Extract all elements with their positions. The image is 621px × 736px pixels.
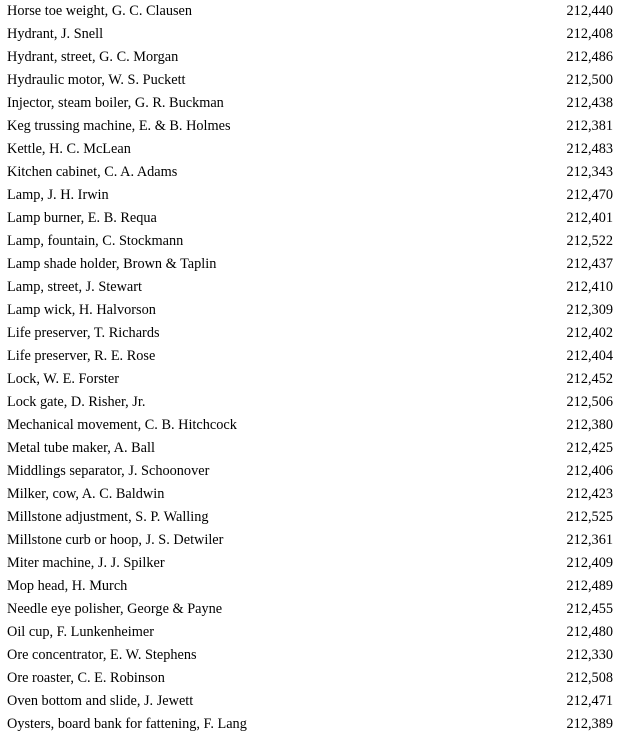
patent-number: 212,309 xyxy=(566,302,613,318)
patent-number: 212,381 xyxy=(566,118,613,134)
entry-name: Lamp, fountain, C. Stockmann xyxy=(7,233,184,249)
patent-number: 212,525 xyxy=(566,509,613,525)
entry-name: Oil cup, F. Lunkenheimer xyxy=(7,624,154,640)
list-item xyxy=(0,69,621,92)
entry-name: Ore roaster, C. E. Robinson xyxy=(7,670,165,686)
patent-number: 212,452 xyxy=(566,371,613,387)
list-item xyxy=(0,299,621,322)
entry-name: Oysters, board bank for fattening, F. Lang xyxy=(7,716,247,732)
list-item xyxy=(0,368,621,391)
list-item xyxy=(0,667,621,690)
list-item xyxy=(0,644,621,667)
patent-number: 212,483 xyxy=(566,141,613,157)
entry-name: Mechanical movement, C. B. Hitchcock xyxy=(7,417,237,433)
entry-name: Lamp, street, J. Stewart xyxy=(7,279,142,295)
patent-number: 212,409 xyxy=(566,555,613,571)
entry-name: Hydrant, street, G. C. Morgan xyxy=(7,49,179,65)
list-item xyxy=(0,506,621,529)
patent-number: 212,401 xyxy=(566,210,613,226)
patent-number: 212,410 xyxy=(566,279,613,295)
entry-name: Miter machine, J. J. Spilker xyxy=(7,555,165,571)
patent-number: 212,404 xyxy=(566,348,613,364)
list-item xyxy=(0,138,621,161)
entry-name: Hydrant, J. Snell xyxy=(7,26,104,42)
list-item xyxy=(0,92,621,115)
entry-name: Middlings separator, J. Schoonover xyxy=(7,463,210,479)
list-item xyxy=(0,46,621,69)
list-item xyxy=(0,460,621,483)
patent-number: 212,361 xyxy=(566,532,613,548)
list-item xyxy=(0,115,621,138)
entry-name: Lamp, J. H. Irwin xyxy=(7,187,109,203)
patent-number: 212,471 xyxy=(566,693,613,709)
patent-number: 212,408 xyxy=(566,26,613,42)
entry-name: Mop head, H. Murch xyxy=(7,578,128,594)
patent-number: 212,438 xyxy=(566,95,613,111)
patent-number: 212,343 xyxy=(566,164,613,180)
patent-number: 212,470 xyxy=(566,187,613,203)
entry-name: Millstone curb or hoop, J. S. Detwiler xyxy=(7,532,224,548)
entry-name: Injector, steam boiler, G. R. Buckman xyxy=(7,95,224,111)
patent-number: 212,486 xyxy=(566,49,613,65)
list-item xyxy=(0,276,621,299)
list-item xyxy=(0,23,621,46)
patent-number: 212,506 xyxy=(566,394,613,410)
entry-name: Needle eye polisher, George & Payne xyxy=(7,601,223,617)
list-item xyxy=(0,598,621,621)
list-item xyxy=(0,184,621,207)
entry-name: Ore concentrator, E. W. Stephens xyxy=(7,647,197,663)
list-item xyxy=(0,437,621,460)
patent-number: 212,380 xyxy=(566,417,613,433)
entry-name: Milker, cow, A. C. Baldwin xyxy=(7,486,165,502)
list-item xyxy=(0,552,621,575)
entry-name: Millstone adjustment, S. P. Walling xyxy=(7,509,209,525)
list-item xyxy=(0,230,621,253)
patent-number: 212,440 xyxy=(566,3,613,19)
list-item xyxy=(0,253,621,276)
list-item xyxy=(0,207,621,230)
entry-name: Life preserver, T. Richards xyxy=(7,325,160,341)
patent-number: 212,500 xyxy=(566,72,613,88)
list-item xyxy=(0,345,621,368)
list-item xyxy=(0,0,621,23)
patent-number: 212,330 xyxy=(566,647,613,663)
patent-number: 212,437 xyxy=(566,256,613,272)
entry-name: Metal tube maker, A. Ball xyxy=(7,440,155,456)
patent-number: 212,455 xyxy=(566,601,613,617)
list-item xyxy=(0,414,621,437)
entry-name: Life preserver, R. E. Rose xyxy=(7,348,156,364)
entry-name: Lock, W. E. Forster xyxy=(7,371,119,387)
list-item xyxy=(0,322,621,345)
list-item xyxy=(0,529,621,552)
entry-name: Keg trussing machine, E. & B. Holmes xyxy=(7,118,231,134)
patent-number: 212,423 xyxy=(566,486,613,502)
list-item xyxy=(0,391,621,414)
patent-number: 212,508 xyxy=(566,670,613,686)
list-item xyxy=(0,690,621,713)
entry-name: Kitchen cabinet, C. A. Adams xyxy=(7,164,178,180)
patent-number: 212,402 xyxy=(566,325,613,341)
entry-name: Kettle, H. C. McLean xyxy=(7,141,131,157)
entry-name: Hydraulic motor, W. S. Puckett xyxy=(7,72,186,88)
entry-name: Lamp wick, H. Halvorson xyxy=(7,302,156,318)
patent-number: 212,389 xyxy=(566,716,613,732)
entry-name: Lamp shade holder, Brown & Taplin xyxy=(7,256,217,272)
list-item xyxy=(0,621,621,644)
list-item xyxy=(0,713,621,736)
list-item xyxy=(0,575,621,598)
entry-name: Horse toe weight, G. C. Clausen xyxy=(7,3,193,19)
patent-number: 212,480 xyxy=(566,624,613,640)
patent-number: 212,425 xyxy=(566,440,613,456)
entry-name: Lamp burner, E. B. Requa xyxy=(7,210,157,226)
entry-name: Lock gate, D. Risher, Jr. xyxy=(7,394,146,410)
entry-name: Oven bottom and slide, J. Jewett xyxy=(7,693,194,709)
patent-number: 212,522 xyxy=(566,233,613,249)
list-item xyxy=(0,161,621,184)
patent-number: 212,406 xyxy=(566,463,613,479)
list-item xyxy=(0,483,621,506)
patent-number: 212,489 xyxy=(566,578,613,594)
